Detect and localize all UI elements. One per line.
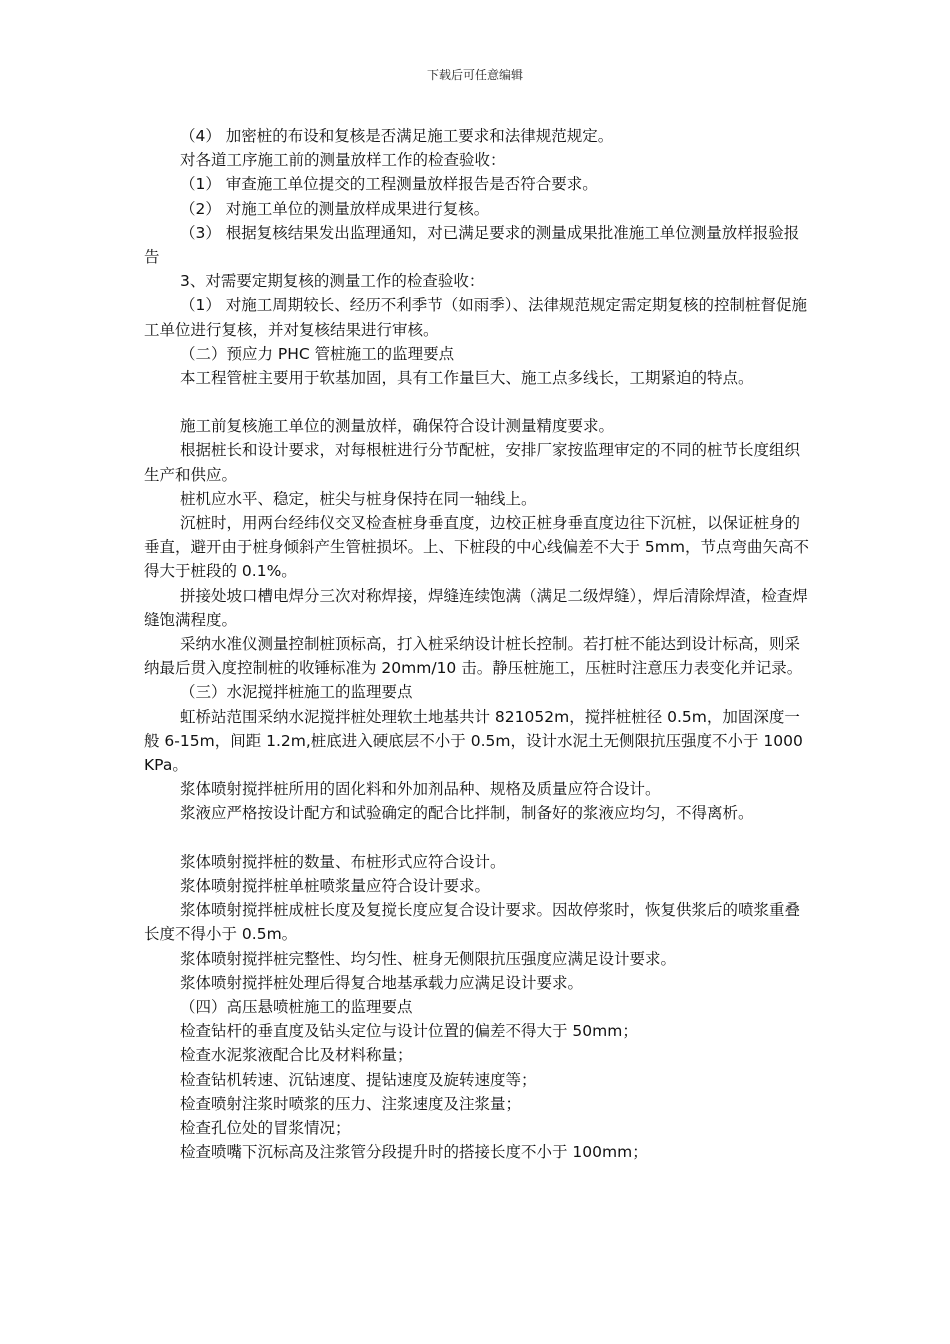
paragraph: （3） 根据复核结果发出监理通知，对已满足要求的测量成果批准施工单位测量放样报验报告 <box>144 223 800 267</box>
blank-line <box>144 390 810 414</box>
paragraph: 检查喷嘴下沉标高及注浆管分段提升时的搭接长度不小于 100mm； <box>180 1143 648 1162</box>
paragraph: 浆体喷射搅拌桩单桩喷浆量应符合设计要求。 <box>180 876 491 895</box>
paragraph: 检查钻机转速、沉钻速度、提钻速度及旋转速度等； <box>180 1070 537 1089</box>
paragraph: 桩机应水平、稳定，桩尖与桩身保持在同一轴线上。 <box>180 489 537 508</box>
paragraph: 施工前复核施工单位的测量放样，确保符合设计测量精度要求。 <box>180 417 615 436</box>
paragraph: 浆体喷射搅拌桩处理后得复合地基承载力应满足设计要求。 <box>180 973 584 992</box>
paragraph: 拼接处坡口槽电焊分三次对称焊接，焊缝连续饱满（满足二级焊缝），焊后清除焊渣，检查焊缝饱满程度。 <box>144 586 808 629</box>
paragraph: （4） 加密桩的布设和复核是否满足施工要求和法律规范规定。 <box>180 127 614 145</box>
page-header: 下载后可任意编辑 <box>426 68 523 82</box>
paragraph: 浆体喷射搅拌桩所用的固化料和外加剂品种、规格及质量应符合设计。 <box>180 780 661 799</box>
blank-line <box>144 826 810 850</box>
paragraph: （1） 对施工周期较长、经历不利季节（如雨季）、法律规范规定需定期复核的控制桩督促施工单位进行复核，并对复核结果进行审核。 <box>144 296 808 339</box>
paragraph: 3、对需要定期复核的测量工作的检查验收： <box>180 272 485 291</box>
paragraph: （1） 审查施工单位提交的工程测量放样报告是否符合要求。 <box>180 175 598 194</box>
paragraph: 检查孔位处的冒浆情况； <box>180 1118 351 1137</box>
paragraph: 采纳水准仪测量控制桩顶标高，打入桩采纳设计桩长控制。若打桩不能达到设计标高，则采纳最后贯入度控制桩的收锤标准为 20mm/10 击。静压桩施工，压桩时注意压力表变化并记录。 <box>144 635 803 678</box>
paragraph: 对各道工序施工前的测量放样工作的检查验收： <box>180 151 506 170</box>
paragraph: 本工程管桩主要用于软基加固，具有工作量巨大、施工点多线长，工期紧迫的特点。 <box>180 369 754 388</box>
paragraph: （2） 对施工单位的测量放样成果进行复核。 <box>180 199 490 218</box>
section-heading: （三）水泥搅拌桩施工的监理要点 <box>180 683 413 702</box>
document-body <box>144 124 810 1164</box>
paragraph: 检查喷射注浆时喷浆的压力、注浆速度及注浆量； <box>180 1094 522 1113</box>
section-heading: （二）预应力 PHC 管桩施工的监理要点 <box>180 344 455 363</box>
paragraph: 根据桩长和设计要求，对每根桩进行分节配桩，安排厂家按监理审定的不同的桩节长度组织生产和供应。 <box>144 441 801 484</box>
paragraph: 检查水泥浆液配合比及材料称量； <box>180 1046 413 1065</box>
paragraph: 浆体喷射搅拌桩完整性、均匀性、桩身无侧限抗压强度应满足设计要求。 <box>180 949 677 968</box>
paragraph: 检查钻杆的垂直度及钻头定位与设计位置的偏差不得大于 50mm； <box>180 1022 638 1041</box>
paragraph: 虹桥站范围采纳水泥搅拌桩处理软土地基共计 821052m，搅拌桩桩径 0.5m，加固深度一般 6-15m，间距 1.2m,桩底进入硬底层不小于 0.5m，设计水泥土无侧限抗压强度不小于 1000KPa。 <box>144 707 803 775</box>
paragraph: 浆体喷射搅拌桩成桩长度及复搅长度应复合设计要求。因故停浆时，恢复供浆后的喷浆重叠长度不得小于 0.5m。 <box>144 901 801 944</box>
paragraph: 浆液应严格按设计配方和试验确定的配合比拌制，制备好的浆液应均匀，不得离析。 <box>180 804 754 823</box>
paragraph: 浆体喷射搅拌桩的数量、布桩形式应符合设计。 <box>180 852 506 871</box>
paragraph: 沉桩时，用两台经纬仪交叉检查桩身垂直度，边校正桩身垂直度边往下沉桩，以保证桩身的垂直，避开由于桩身倾斜产生管桩损坏。上、下桩段的中心线偏差不大于 5mm，节点弯曲矢高不得大于桩段的 0.1%。 <box>144 514 809 581</box>
section-heading: （四）高压悬喷桩施工的监理要点 <box>180 997 413 1016</box>
